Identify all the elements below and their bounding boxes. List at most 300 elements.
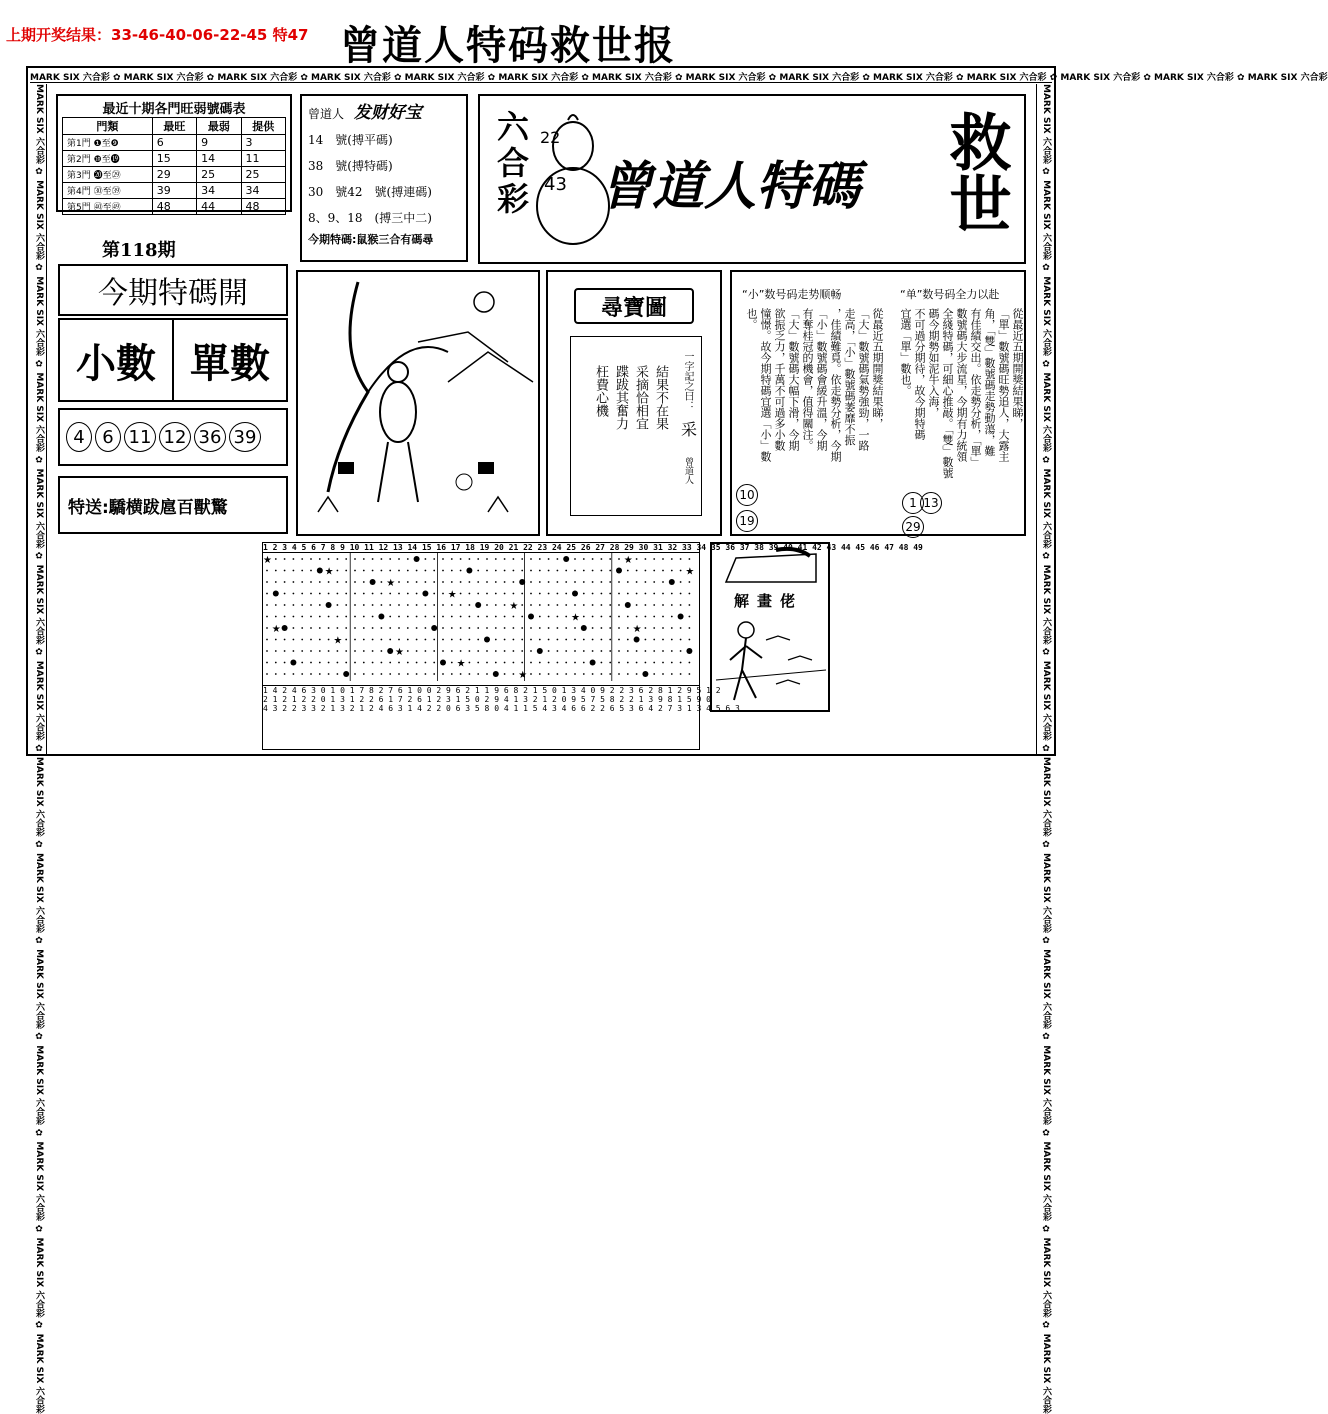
grid-dot bbox=[372, 570, 374, 572]
grid-dot bbox=[354, 604, 356, 606]
trend-text-column: 有奪桂冠的機會，值得關注。 bbox=[801, 308, 814, 451]
grid-dot bbox=[363, 604, 365, 606]
grid-dot bbox=[530, 604, 532, 606]
grid-dot bbox=[645, 558, 647, 560]
grid-dot bbox=[557, 570, 559, 572]
grid-dot bbox=[372, 616, 374, 618]
grid-dot bbox=[662, 639, 664, 641]
table-cell: 9 bbox=[197, 135, 241, 151]
grid-dot bbox=[671, 604, 673, 606]
grid-dot bbox=[609, 558, 611, 560]
grid-dot bbox=[469, 673, 471, 675]
grid-dot bbox=[504, 558, 506, 560]
grid-dot bbox=[416, 627, 418, 629]
grid-dot bbox=[460, 627, 462, 629]
special-number: 12 bbox=[159, 422, 191, 452]
grid-dot bbox=[469, 593, 471, 595]
grid-dot bbox=[442, 570, 444, 572]
grid-dot bbox=[539, 662, 541, 664]
grid-dot bbox=[425, 627, 427, 629]
grid-dot bbox=[266, 662, 268, 664]
grid-dot bbox=[442, 627, 444, 629]
grid-dot bbox=[433, 662, 435, 664]
grid-dot bbox=[337, 673, 339, 675]
grid-dot bbox=[460, 673, 462, 675]
grid-dot bbox=[319, 593, 321, 595]
grid-dot bbox=[469, 662, 471, 664]
stats-table-title: 最近十期各門旺弱號碼表 bbox=[102, 102, 246, 117]
table-cell: 48 bbox=[241, 199, 285, 215]
grid-dot bbox=[592, 627, 594, 629]
trend-text-column: 憧憬。故今期特碼宜選「小」數 bbox=[759, 308, 772, 462]
grid-dot bbox=[653, 639, 655, 641]
table-row bbox=[63, 183, 286, 199]
grid-dot bbox=[689, 673, 691, 675]
grid-dot bbox=[530, 581, 532, 583]
grid-dot bbox=[618, 604, 620, 606]
grid-dot bbox=[671, 662, 673, 664]
grid-dot bbox=[486, 581, 488, 583]
grid-dot bbox=[484, 637, 490, 643]
grid-dot bbox=[284, 581, 286, 583]
grid-dot bbox=[627, 650, 629, 652]
grid-dot bbox=[601, 673, 603, 675]
grid-dot bbox=[680, 593, 682, 595]
trend-left-circles bbox=[736, 484, 758, 532]
grid-dot bbox=[389, 570, 391, 572]
grid-dot bbox=[634, 637, 640, 643]
grid-dot bbox=[460, 616, 462, 618]
grid-dot bbox=[680, 639, 682, 641]
grid-dot bbox=[495, 662, 497, 664]
banner-box bbox=[478, 94, 1026, 264]
grid-dot-plot bbox=[263, 553, 699, 681]
grid-dot bbox=[513, 662, 515, 664]
grid-dot bbox=[662, 673, 664, 675]
grid-dot bbox=[504, 627, 506, 629]
trend-text-column: 走高，「小」數號碼萎靡不振 bbox=[843, 308, 856, 446]
grid-dot bbox=[662, 558, 664, 560]
grid-dot bbox=[460, 593, 462, 595]
grid-dot bbox=[451, 650, 453, 652]
grid-dot bbox=[609, 616, 611, 618]
grid-dot bbox=[301, 627, 303, 629]
grid-dot bbox=[539, 627, 541, 629]
grid-dot bbox=[301, 673, 303, 675]
grid-dot bbox=[354, 662, 356, 664]
grid-dot bbox=[565, 662, 567, 664]
grid-dot bbox=[627, 673, 629, 675]
grid-dot bbox=[671, 570, 673, 572]
grid-dot bbox=[469, 558, 471, 560]
grid-dot bbox=[601, 650, 603, 652]
grid-dot bbox=[378, 614, 384, 620]
grid-dot bbox=[275, 581, 277, 583]
grid-dot bbox=[548, 570, 550, 572]
table-cell: 48 bbox=[152, 199, 196, 215]
grid-star: ★ bbox=[386, 578, 396, 589]
top-border-strip bbox=[30, 70, 1328, 83]
grid-dot bbox=[293, 639, 295, 641]
grid-dot bbox=[548, 662, 550, 664]
grid-dot bbox=[301, 639, 303, 641]
grid-dot bbox=[425, 662, 427, 664]
treasure-key: 采 bbox=[680, 420, 697, 439]
grid-dot bbox=[433, 581, 435, 583]
fruit-picking-illustration bbox=[298, 272, 538, 534]
treasure-title: 尋寶圖 bbox=[574, 288, 694, 324]
grid-dot bbox=[574, 662, 576, 664]
grid-dot bbox=[284, 650, 286, 652]
grid-star: ★ bbox=[333, 635, 343, 647]
grid-dot bbox=[293, 558, 295, 560]
grid-dot bbox=[337, 581, 339, 583]
grid-dot bbox=[504, 581, 506, 583]
trend-text-column: 「小」數號碼會緩升溫，今期 bbox=[815, 308, 828, 451]
grid-dot bbox=[363, 558, 365, 560]
grid-star: ★ bbox=[518, 670, 528, 681]
grid-dot bbox=[389, 673, 391, 675]
trend-circle: 1 bbox=[902, 492, 924, 514]
grid-dot bbox=[363, 639, 365, 641]
grid-dot bbox=[565, 639, 567, 641]
grid-dot bbox=[442, 593, 444, 595]
grid-dot bbox=[592, 616, 594, 618]
trend-text-column: 「大」數號碼大幅下滑，今期 bbox=[787, 308, 800, 451]
grid-dot bbox=[521, 662, 523, 664]
grid-dot bbox=[469, 650, 471, 652]
grid-dot bbox=[370, 579, 376, 585]
grid-dot bbox=[662, 616, 664, 618]
grid-dot bbox=[317, 568, 323, 574]
grid-dot bbox=[337, 593, 339, 595]
grid-dot bbox=[539, 581, 541, 583]
grid-dot bbox=[301, 650, 303, 652]
grid-dot bbox=[521, 650, 523, 652]
grid-dot bbox=[653, 570, 655, 572]
left-border-strip bbox=[30, 84, 47, 1414]
grid-dot bbox=[451, 558, 453, 560]
grid-dot bbox=[618, 639, 620, 641]
banner-title: 曾道人特碼 bbox=[600, 156, 861, 217]
grid-dot bbox=[301, 604, 303, 606]
grid-dot bbox=[425, 616, 427, 618]
grid-dot bbox=[477, 558, 479, 560]
banner-title-big: 救世 bbox=[939, 110, 1012, 234]
grid-dot bbox=[398, 673, 400, 675]
grid-dot bbox=[521, 616, 523, 618]
grid-dot bbox=[425, 673, 427, 675]
grid-dot bbox=[275, 673, 277, 675]
grid-dot bbox=[301, 593, 303, 595]
grid-dot bbox=[548, 558, 550, 560]
grid-dot bbox=[266, 673, 268, 675]
grid-dot bbox=[618, 616, 620, 618]
grid-dot bbox=[680, 581, 682, 583]
grid-dot bbox=[319, 650, 321, 652]
grid-star: ★ bbox=[324, 566, 334, 578]
grid-dot bbox=[337, 604, 339, 606]
grid-dot bbox=[282, 625, 288, 631]
grid-dot bbox=[504, 593, 506, 595]
grid-dot bbox=[592, 673, 594, 675]
grid-dot bbox=[574, 570, 576, 572]
grid-dot bbox=[381, 627, 383, 629]
grid-dot bbox=[407, 650, 409, 652]
grid-dot bbox=[398, 639, 400, 641]
grid-dot bbox=[451, 639, 453, 641]
stats-table bbox=[62, 117, 286, 215]
grid-dot bbox=[539, 558, 541, 560]
grid-dot bbox=[504, 673, 506, 675]
col-header: 提供 bbox=[241, 118, 285, 135]
grid-dot bbox=[592, 650, 594, 652]
grid-dot bbox=[618, 662, 620, 664]
grid-dot bbox=[572, 591, 578, 597]
table-row bbox=[63, 167, 286, 183]
grid-dot bbox=[521, 639, 523, 641]
table-cell: 第2門 ❿至⓳ bbox=[63, 151, 153, 167]
grid-dot bbox=[381, 639, 383, 641]
tips-header bbox=[308, 100, 460, 127]
grid-dot bbox=[345, 639, 347, 641]
grid-dot bbox=[662, 581, 664, 583]
grid-dot bbox=[466, 568, 472, 574]
grid-dot bbox=[671, 673, 673, 675]
grid-dot bbox=[495, 593, 497, 595]
grid-dot bbox=[601, 604, 603, 606]
grid-dot bbox=[319, 604, 321, 606]
grid-dot bbox=[662, 662, 664, 664]
trend-text-column: ，佳績難覓。依走勢分析，今期 bbox=[829, 308, 842, 462]
grid-dot bbox=[486, 616, 488, 618]
grid-dot bbox=[290, 660, 296, 666]
grid-dot bbox=[416, 581, 418, 583]
grid-dot bbox=[645, 616, 647, 618]
grid-dot bbox=[486, 593, 488, 595]
grid-dot bbox=[266, 604, 268, 606]
grid-dot bbox=[433, 616, 435, 618]
grid-dot bbox=[407, 616, 409, 618]
grid-dot bbox=[627, 662, 629, 664]
grid-dot bbox=[548, 627, 550, 629]
grid-dot bbox=[310, 627, 312, 629]
tips-line: 38 號(搏特碼) bbox=[308, 159, 393, 173]
grid-dot bbox=[310, 558, 312, 560]
grid-dot bbox=[574, 650, 576, 652]
trend-circle: 19 bbox=[736, 510, 758, 532]
grid-dot bbox=[273, 591, 279, 597]
table-cell: 34 bbox=[241, 183, 285, 199]
grid-dot bbox=[310, 616, 312, 618]
grid-dot bbox=[645, 662, 647, 664]
grid-dot bbox=[275, 558, 277, 560]
grid-dot bbox=[548, 673, 550, 675]
table-cell: 14 bbox=[197, 151, 241, 167]
grid-dot bbox=[381, 581, 383, 583]
grid-dot bbox=[293, 581, 295, 583]
table-cell: 第1門 ❶至❾ bbox=[63, 135, 153, 151]
grid-dot bbox=[521, 593, 523, 595]
trend-right-title: “单”数号码全力以赴 bbox=[900, 288, 1000, 301]
grid-dot bbox=[537, 648, 543, 654]
grid-dot bbox=[653, 593, 655, 595]
grid-dot bbox=[565, 673, 567, 675]
special-number: 36 bbox=[194, 422, 226, 452]
grid-dot bbox=[477, 639, 479, 641]
grid-dot bbox=[372, 639, 374, 641]
trend-box bbox=[730, 270, 1026, 536]
grid-dot bbox=[645, 570, 647, 572]
grid-dot bbox=[565, 570, 567, 572]
grid-dot bbox=[609, 627, 611, 629]
grid-dot bbox=[477, 627, 479, 629]
grid-dot bbox=[433, 673, 435, 675]
grid-dot bbox=[609, 581, 611, 583]
banner-number-b: 43 bbox=[544, 174, 567, 195]
grid-dot bbox=[343, 671, 349, 677]
grid-dot bbox=[530, 650, 532, 652]
grid-dot bbox=[513, 593, 515, 595]
grid-dot bbox=[416, 593, 418, 595]
grid-dot bbox=[407, 570, 409, 572]
grid-dot bbox=[469, 616, 471, 618]
grid-dot bbox=[680, 673, 682, 675]
trend-text-column: 全綫特碼，可細心推敲。「雙」數號 bbox=[941, 308, 954, 479]
grid-dot bbox=[609, 673, 611, 675]
grid-dot bbox=[266, 616, 268, 618]
grid-dot bbox=[442, 604, 444, 606]
grid-dot bbox=[504, 650, 506, 652]
grid-dot bbox=[389, 558, 391, 560]
grid-dot bbox=[266, 650, 268, 652]
col-header: 最旺 bbox=[152, 118, 196, 135]
grid-dot bbox=[557, 604, 559, 606]
grid-dot bbox=[319, 639, 321, 641]
grid-dot bbox=[389, 639, 391, 641]
grid-dot bbox=[275, 570, 277, 572]
grid-star: ★ bbox=[395, 647, 404, 658]
grid-dot bbox=[530, 593, 532, 595]
grid-dot bbox=[319, 616, 321, 618]
grid-dot bbox=[319, 558, 321, 560]
trend-left-title: “小”数号码走势顺畅 bbox=[742, 288, 842, 301]
grid-dot bbox=[618, 558, 620, 560]
grid-dot bbox=[328, 662, 330, 664]
grid-dot bbox=[583, 604, 585, 606]
grid-dot bbox=[372, 558, 374, 560]
grid-dot bbox=[284, 673, 286, 675]
illustration-box bbox=[296, 270, 540, 536]
treasure-poem-line: 蹀跋其奮力 bbox=[613, 365, 628, 430]
grid-dot bbox=[689, 558, 691, 560]
grid-dot bbox=[425, 581, 427, 583]
table-row bbox=[63, 199, 286, 215]
grid-bottom-row: 2 1 2 1 2 2 0 1 3 1 2 2 6 1 7 2 6 1 2 3 1 5 0 2 9 4 1 3 2 1 2 0 9 5 7 5 8 2 2 1 3 9 8 1 5 9 0 bbox=[263, 695, 711, 704]
grid-dot bbox=[557, 662, 559, 664]
grid-dot bbox=[513, 650, 515, 652]
grid-dot bbox=[345, 616, 347, 618]
grid-dot bbox=[398, 627, 400, 629]
grid-dot bbox=[433, 639, 435, 641]
grid-dot bbox=[354, 581, 356, 583]
grid-dot bbox=[486, 650, 488, 652]
grid-dot bbox=[440, 660, 446, 666]
grid-dot bbox=[293, 673, 295, 675]
grid-dot bbox=[530, 639, 532, 641]
grid-dot bbox=[583, 639, 585, 641]
grid-dot bbox=[636, 593, 638, 595]
tips-line: 14 號(搏平碼) bbox=[308, 133, 393, 147]
grid-dot bbox=[645, 581, 647, 583]
grid-dot bbox=[662, 570, 664, 572]
table-cell: 25 bbox=[241, 167, 285, 183]
grid-dot bbox=[583, 650, 585, 652]
tips-handwriting: 发财好宝 bbox=[353, 103, 422, 123]
grid-dot bbox=[574, 558, 576, 560]
grid-dot bbox=[451, 673, 453, 675]
grid-dot bbox=[504, 604, 506, 606]
grid-dot bbox=[686, 648, 692, 654]
grid-dot bbox=[627, 581, 629, 583]
grid-dot bbox=[425, 650, 427, 652]
border-text: MARK SIX 六合彩 ✿ MARK SIX 六合彩 ✿ MARK SIX 六合彩 ✿ MARK SIX 六合彩 ✿ MARK SIX 六合彩 ✿ MARK SIX 六合彩 ✿ MARK SIX 六合彩 ✿ MARK SIX 六合彩 ✿ MARK SIX 六合彩 ✿ MARK SIX 六合彩 ✿ MARK SIX 六合彩 ✿ MARK SIX 六合彩 ✿ MARK SIX 六合彩 ✿ MARK SIX 六合彩 bbox=[30, 73, 1328, 83]
grid-dot bbox=[557, 673, 559, 675]
grid-dot bbox=[513, 558, 515, 560]
grid-star: ★ bbox=[271, 624, 281, 635]
grid-dot bbox=[636, 570, 638, 572]
grid-dot bbox=[284, 604, 286, 606]
grid-dot bbox=[671, 650, 673, 652]
grid-dot bbox=[354, 627, 356, 629]
grid-dot bbox=[662, 650, 664, 652]
grid-dot bbox=[565, 604, 567, 606]
special-number: 11 bbox=[124, 422, 156, 452]
grid-dot bbox=[416, 616, 418, 618]
grid-dot bbox=[530, 662, 532, 664]
table-cell: 29 bbox=[152, 167, 196, 183]
grid-dot bbox=[407, 662, 409, 664]
grid-dot bbox=[310, 673, 312, 675]
grid-dot bbox=[671, 627, 673, 629]
grid-dot bbox=[548, 639, 550, 641]
grid-dot bbox=[565, 650, 567, 652]
table-cell: 34 bbox=[197, 183, 241, 199]
grid-dot bbox=[671, 558, 673, 560]
grid-dot bbox=[521, 627, 523, 629]
grid-dot bbox=[460, 581, 462, 583]
grid-dot bbox=[590, 660, 596, 666]
grid-dot bbox=[310, 581, 312, 583]
grid-dot bbox=[504, 639, 506, 641]
grid-dot bbox=[671, 593, 673, 595]
grid-dot bbox=[601, 616, 603, 618]
grid-dot bbox=[389, 616, 391, 618]
grid-dot bbox=[389, 627, 391, 629]
grid-dot bbox=[275, 604, 277, 606]
grid-bottom-row: 4 3 2 2 3 3 2 1 3 2 1 2 4 6 3 1 4 2 2 0 6 3 5 8 0 4 1 1 5 4 3 4 6 6 2 2 6 5 3 6 4 2 7 3 1 3 4 5 6 3 bbox=[263, 704, 740, 713]
grid-dot bbox=[521, 570, 523, 572]
grid-dot bbox=[460, 570, 462, 572]
grid-dot bbox=[301, 570, 303, 572]
grid-dot bbox=[266, 581, 268, 583]
grid-dot bbox=[513, 673, 515, 675]
grid-dot bbox=[689, 616, 691, 618]
grid-dot bbox=[310, 604, 312, 606]
grid-dot bbox=[645, 593, 647, 595]
grid-dot bbox=[574, 639, 576, 641]
grid-dot bbox=[636, 558, 638, 560]
